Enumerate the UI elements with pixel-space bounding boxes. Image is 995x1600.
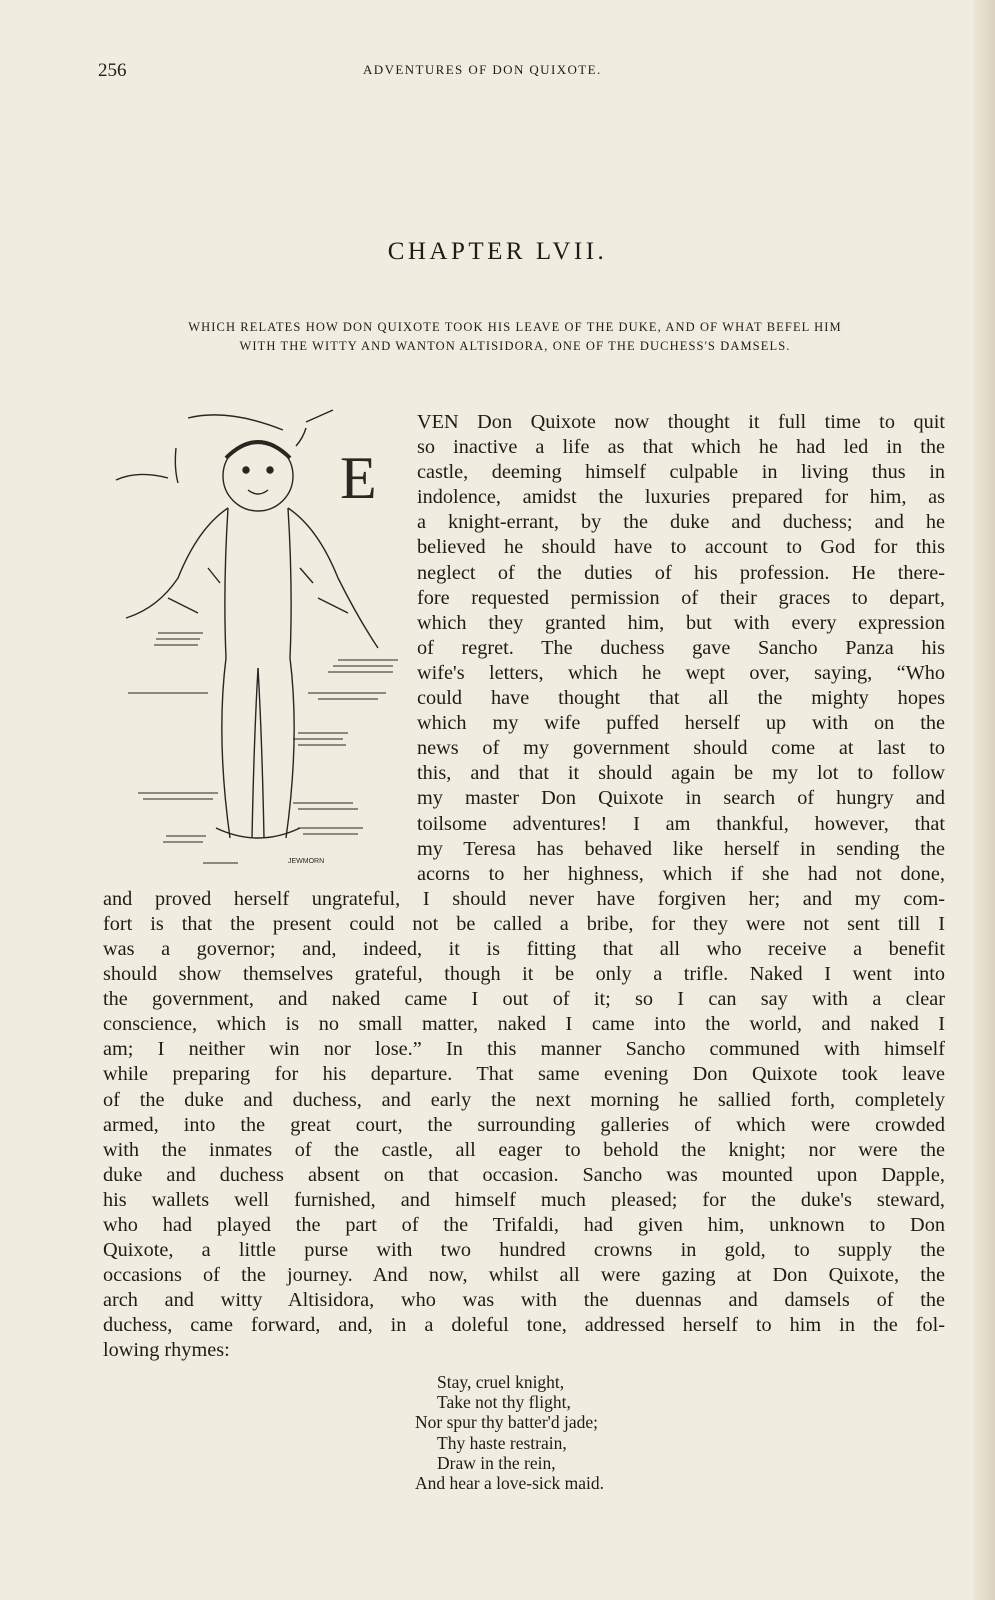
verse-line: Stay, cruel knight, xyxy=(437,1372,565,1392)
body-line: fort is that the present could not be called a bribe, for they were not sent till I xyxy=(103,912,945,935)
body-line: arch and witty Altisidora, who was with the duennas and damsels of the xyxy=(103,1289,945,1312)
body-line: conscience, which is no small matter, naked I came into the world, and naked I xyxy=(103,1013,945,1036)
body-line: news of my government should come at last to xyxy=(417,737,945,760)
body-line: and proved herself ungrateful, I should never have forgiven her; and my com- xyxy=(103,887,945,910)
verse-block xyxy=(415,1372,604,1493)
body-line: so inactive a life as that which he had led in the xyxy=(417,436,945,459)
body-line: armed, into the great court, the surrounding galleries of which were crowded xyxy=(103,1113,945,1136)
body-line: my Teresa has behaved like herself in sending the xyxy=(417,837,945,860)
body-line: lowing rhymes: xyxy=(103,1339,230,1362)
body-line: a knight-errant, by the duke and duchess; and he xyxy=(417,511,945,534)
body-line: neglect of the duties of his profession. He there- xyxy=(417,561,945,584)
body-line: should show themselves grateful, though it be only a trifle. Naked I went into xyxy=(103,963,945,986)
body-line: Quixote, a little purse with two hundred crowns in gold, to supply the xyxy=(103,1239,945,1262)
page-header xyxy=(98,60,668,84)
verse-line: Draw in the rein, xyxy=(437,1452,556,1473)
verse-line: Nor spur thy batter'd jade; xyxy=(415,1412,598,1433)
body-line: my master Don Quixote in search of hungry and xyxy=(417,787,945,810)
body-line: with the inmates of the castle, all eager to behold the knight; nor were the xyxy=(103,1138,945,1161)
body-line: duke and duchess absent on that occasion. Sancho was mounted upon Dapple, xyxy=(103,1163,945,1186)
body-line: the government, and naked came I out of it; so I can say with a clear xyxy=(103,988,945,1011)
body-text xyxy=(0,410,995,1364)
body-line: of regret. The duchess gave Sancho Panza his xyxy=(417,636,945,659)
body-line: duchess, came forward, and, in a doleful tone, addressed herself to him in the fol- xyxy=(103,1314,945,1337)
running-title: ADVENTURES OF DON QUIXOTE. xyxy=(363,62,602,77)
chapter-summary-line: WHICH RELATES HOW DON QUIXOTE TOOK HIS LEAVE OF THE DUKE, AND OF WHAT BEFEL HIM xyxy=(188,320,842,334)
body-line: this, and that it should again be my lot to follow xyxy=(417,762,945,785)
body-line: wife's letters, which he wept over, saying, “Who xyxy=(417,661,945,684)
body-line: could have thought that all the mighty hopes xyxy=(417,687,945,710)
body-line: toilsome adventures! I am thankful, however, that xyxy=(417,812,945,835)
verse-line: Thy haste restrain, xyxy=(437,1432,567,1453)
verse-line: And hear a love-sick maid. xyxy=(415,1473,605,1494)
chapter-summary-line: WITH THE WITTY AND WANTON ALTISIDORA, ONE OF THE DUCHESS'S DAMSELS. xyxy=(239,339,791,353)
illustration-signature: JEWMORN xyxy=(288,858,325,865)
drop-cap: E xyxy=(340,445,377,511)
body-line: am; I neither win nor lose.” In this manner Sancho communed with himself xyxy=(103,1038,945,1061)
body-line: fore requested permission of their graces to depart, xyxy=(417,586,945,609)
body-line: indolence, amidst the luxuries prepared for him, as xyxy=(417,486,945,509)
body-line: while preparing for his departure. That same evening Don Quixote took leave xyxy=(103,1063,945,1086)
body-line: acorns to her highness, which if she had not done, xyxy=(417,862,945,885)
body-line: of the duke and duchess, and early the next morning he sallied forth, completely xyxy=(103,1088,945,1111)
page-number: 256 xyxy=(98,60,127,81)
body-line: VEN Don Quixote now thought it full time to quit xyxy=(417,411,945,433)
body-line: occasions of the journey. And now, whilst all were gazing at Don Quixote, the xyxy=(103,1264,945,1287)
body-line: his wallets well furnished, and himself much pleased; for the duke's steward, xyxy=(103,1188,945,1211)
body-line: who had played the part of the Trifaldi, had given him, unknown to Don xyxy=(103,1214,945,1236)
chapter-summary xyxy=(95,318,935,356)
body-line: believed he should have to account to God for this xyxy=(417,536,945,559)
body-line: which my wife puffed herself up with on the xyxy=(417,712,945,735)
chapter-title: CHAPTER LVII. xyxy=(387,238,608,265)
body-line: castle, deeming himself culpable in living thus in xyxy=(417,461,945,484)
body-line: was a governor; and, indeed, it is fitting that all who receive a benefit xyxy=(103,937,945,960)
verse-line: Take not thy flight, xyxy=(437,1392,571,1413)
body-line: which they granted him, but with every expression xyxy=(417,611,945,634)
